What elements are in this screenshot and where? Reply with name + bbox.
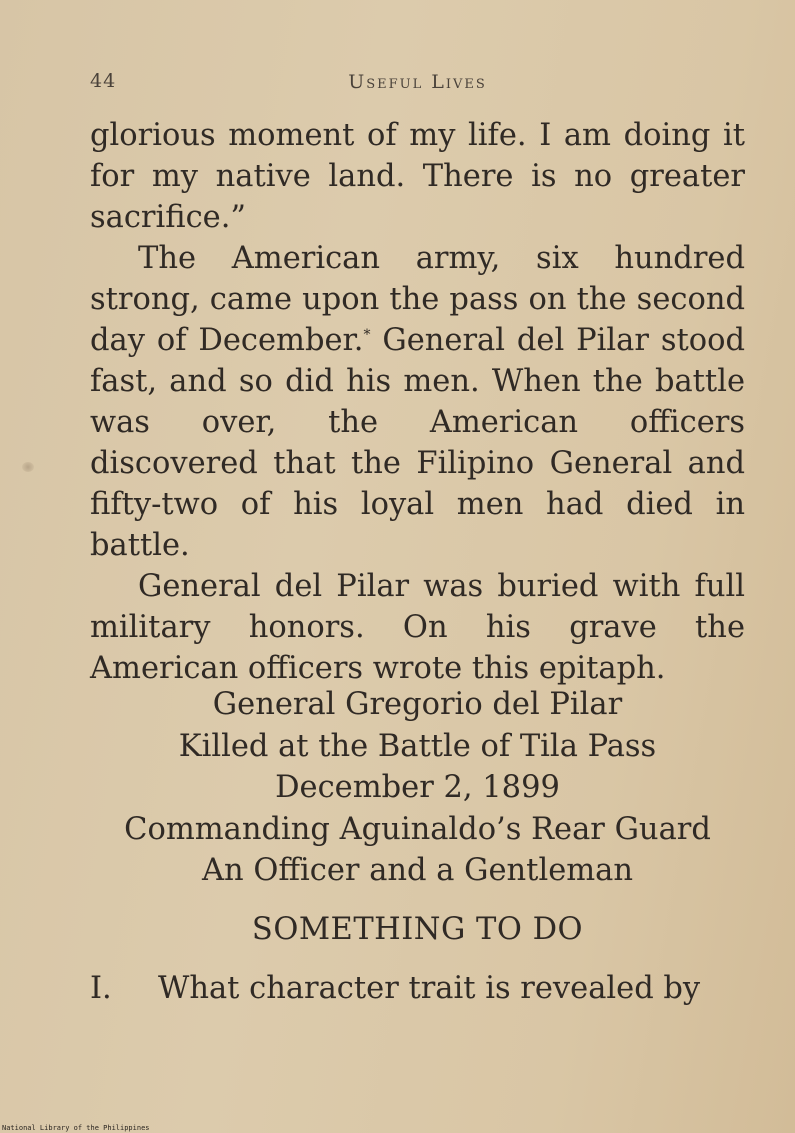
body-text xyxy=(90,115,745,689)
paper-smudge xyxy=(22,462,34,472)
paragraph-american-army xyxy=(90,238,745,566)
epitaph-block xyxy=(90,684,745,892)
page-header xyxy=(90,70,745,94)
footnote-mark: * xyxy=(363,326,371,343)
paragraph-continued: glorious moment of my life. I am doing it for my native land. There is no greater sacrifice.” xyxy=(90,118,745,235)
question-number: I. xyxy=(90,971,112,1006)
question-item xyxy=(90,971,745,1006)
running-title: Useful Lives xyxy=(348,71,487,93)
epitaph-line: Commanding Aguinaldo’s Rear Guard xyxy=(124,811,711,847)
epitaph-line: Killed at the Battle of Tila Pass xyxy=(178,728,657,764)
paragraph-american-army-text: The American army, six hundred strong, came upon the pass on the second day of December. xyxy=(90,241,745,358)
page-number: 44 xyxy=(90,70,117,92)
epitaph-line: December 2, 1899 xyxy=(275,770,560,805)
question-text: What character trait is revealed by xyxy=(158,971,701,1006)
section-heading: SOMETHING TO DO xyxy=(251,912,584,947)
library-credit: National Library of the Philippines xyxy=(2,1124,150,1132)
epitaph-line: An Officer and a Gentleman xyxy=(202,853,633,888)
paragraph-battle-text: General del Pilar stood fast, and so did his men. When the battle was over, the American officers discovered that the Filipino General and fifty-two of his loyal men had died in battle. xyxy=(90,323,745,563)
epitaph-line: General Gregorio del Pilar xyxy=(212,687,623,722)
paragraph-burial: General del Pilar was buried with full military honors. On his grave the American officers wrote this epitaph. xyxy=(90,569,745,686)
